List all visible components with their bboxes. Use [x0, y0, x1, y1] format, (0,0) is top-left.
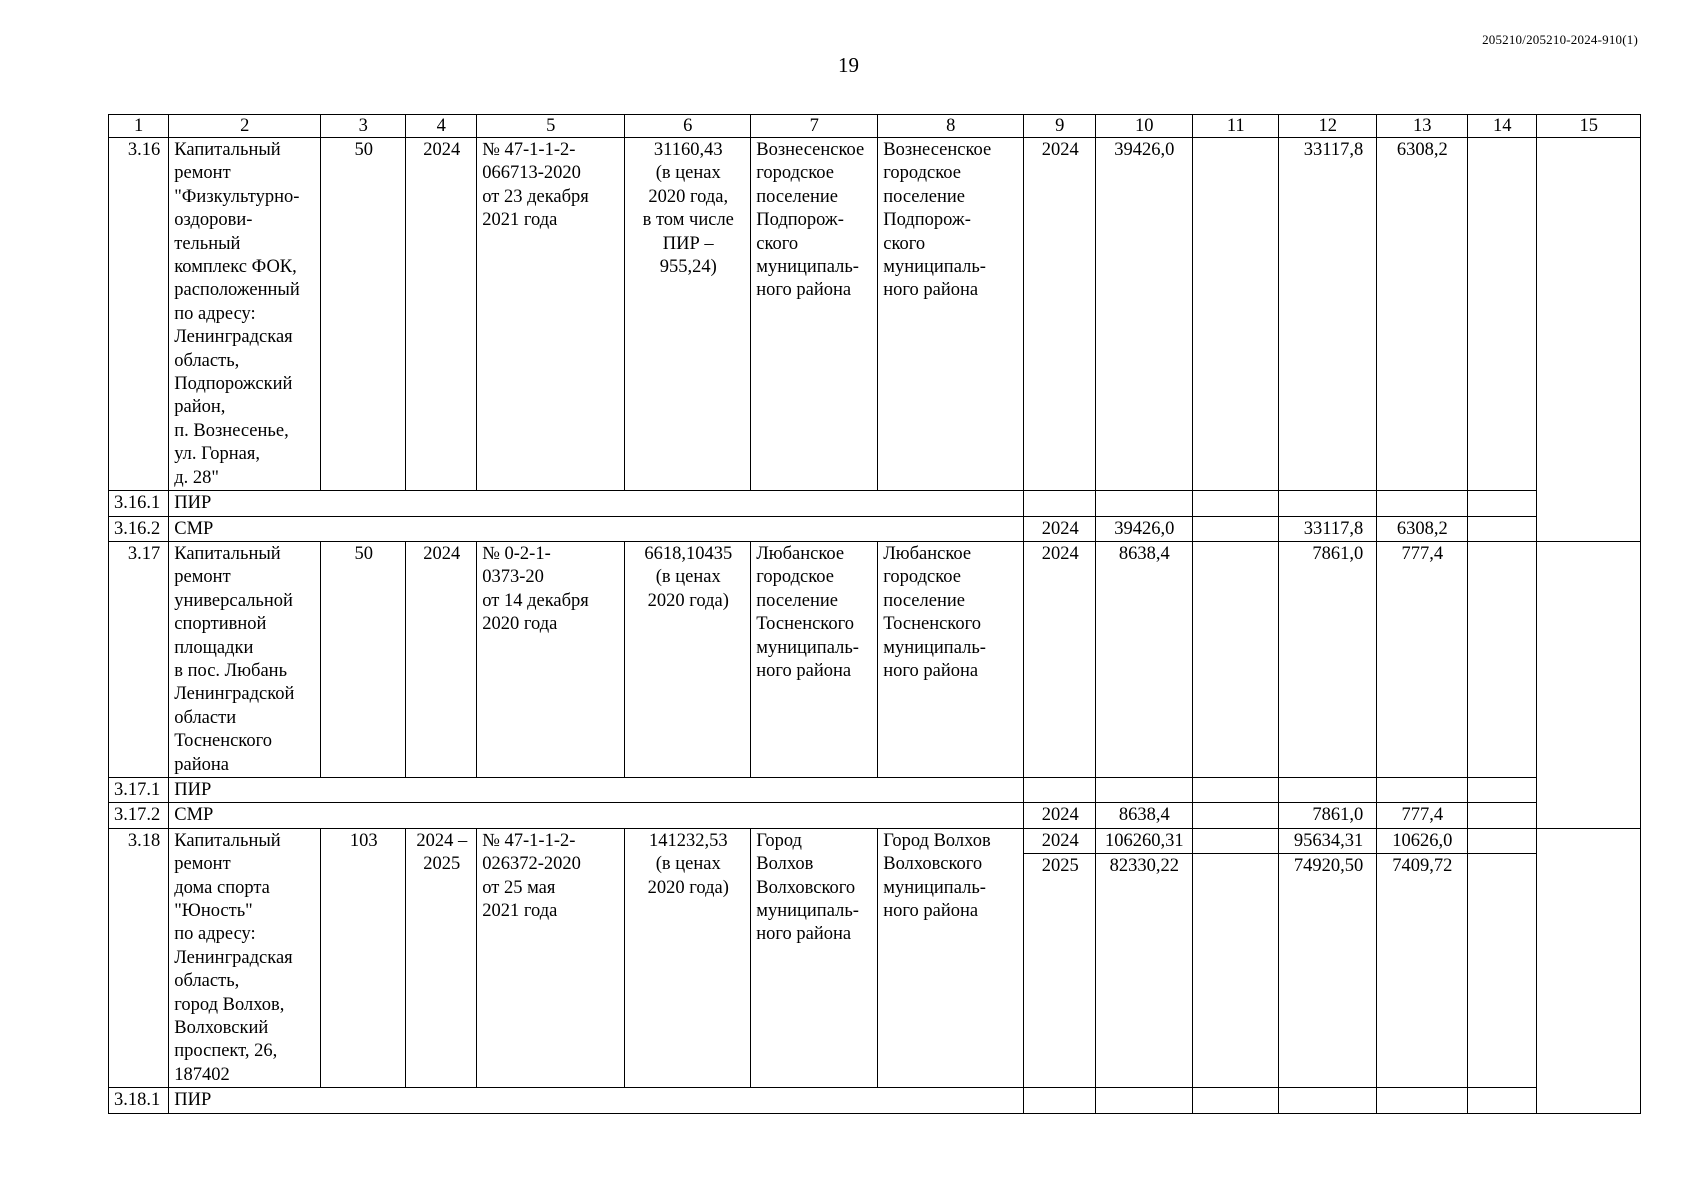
cell-text-line: Любанское — [756, 543, 845, 564]
amount-local-cell: 6308,2 — [1377, 138, 1468, 491]
cell-text-line: ул. Горная, — [174, 444, 260, 465]
cell-text-line: Подпорож- — [883, 210, 971, 231]
cell-text-line: город Волхов, — [174, 994, 285, 1015]
cell-text-line: район, — [174, 397, 226, 418]
amount-other-cell — [1468, 516, 1537, 541]
cell-text-line: Вознесенское — [883, 140, 992, 160]
cell-text-line: д. 28" — [174, 467, 219, 488]
column-header: 2 — [169, 115, 321, 138]
cell-text-line: поселение — [756, 186, 838, 207]
cell-text-line: Волховский — [174, 1018, 269, 1039]
year-cell — [1024, 777, 1096, 802]
amount-total-cell — [1096, 1088, 1193, 1113]
cell-text-line: от 14 декабря — [482, 590, 589, 611]
cell-text-line: (в ценах — [655, 163, 721, 184]
cell-text-line: 141232,53 — [648, 830, 728, 851]
capacity-cell: 50 — [321, 541, 406, 777]
cell-text-line: Ленинградской — [174, 684, 295, 705]
amount-regional-cell — [1279, 777, 1377, 802]
cell-text-line: № 47-1-1-2- — [482, 140, 576, 160]
year-cell — [1024, 1088, 1096, 1113]
amount-federal-cell — [1193, 541, 1279, 777]
cell-text-line: 2020 года) — [647, 590, 729, 611]
cell-text-line: в том числе — [642, 210, 734, 231]
amount-local-cell: 777,4 — [1377, 541, 1468, 777]
row-number: 3.17 — [109, 541, 169, 777]
row-number: 3.16.1 — [109, 491, 169, 516]
cell-text-line: Тосненского — [756, 614, 854, 635]
cell-text-line: ного района — [756, 280, 852, 301]
amount-local-cell — [1377, 777, 1468, 802]
cell-text-line: Подпорожский — [174, 374, 293, 395]
cell-text-line: Ленинградская — [174, 947, 293, 968]
cell-text-line: ного района — [756, 660, 852, 681]
cell-text-line: № 0-2-1- — [482, 543, 551, 564]
column-header: 12 — [1279, 115, 1377, 138]
column-header-row — [109, 115, 1641, 138]
amount-local-cell — [1377, 1088, 1468, 1113]
col15-cell — [1537, 828, 1641, 1113]
row-number: 3.18.1 — [109, 1088, 169, 1113]
amount-federal-cell — [1193, 1088, 1279, 1113]
cell-text-line: Волховского — [756, 877, 856, 898]
cell-text-line: 2020 года, — [648, 186, 729, 207]
object-name-cell — [169, 138, 321, 491]
amount-regional-cell: 7861,0 — [1279, 541, 1377, 777]
cell-text-line: тельный — [174, 233, 241, 254]
cell-text-line: ремонт — [174, 163, 231, 184]
year-cell: 2024 — [1024, 803, 1096, 828]
recipient-cell — [878, 828, 1024, 1087]
amount-total-cell: 106260,31 — [1096, 828, 1193, 853]
cell-text-line: 2024 – — [416, 830, 468, 851]
amount-other-cell — [1468, 1088, 1537, 1113]
amount-total-cell: 82330,22 — [1096, 854, 1193, 1088]
column-header: 10 — [1096, 115, 1193, 138]
cell-text-line: по адресу: — [174, 924, 256, 945]
amount-regional-cell — [1279, 491, 1377, 516]
cell-text-line: ского — [756, 233, 799, 254]
column-header: 4 — [406, 115, 477, 138]
cell-text-line: муниципаль- — [883, 257, 986, 278]
cell-text-line: 31160,43 — [653, 140, 723, 160]
amount-regional-cell — [1279, 1088, 1377, 1113]
amount-federal-cell — [1193, 828, 1279, 853]
cell-text-line: муниципаль- — [756, 901, 859, 921]
expertise-cell — [477, 541, 625, 777]
cell-text-line: область, — [174, 971, 240, 992]
amount-other-cell — [1468, 854, 1537, 1088]
cell-text-line: ПИР – — [662, 233, 714, 254]
period-cell — [406, 138, 477, 491]
expertise-cell — [477, 828, 625, 1087]
year-cell: 2024 — [1024, 828, 1096, 853]
amount-regional-cell: 33117,8 — [1279, 138, 1377, 491]
cell-text-line: Любанское — [883, 543, 972, 564]
cell-text-line: оздорови- — [174, 210, 253, 231]
cell-text-line: Подпорож- — [756, 210, 844, 231]
cell-text-line: 2020 года — [482, 614, 558, 635]
cell-text-line: по адресу: — [174, 303, 256, 324]
row-number: 3.17.1 — [109, 777, 169, 802]
expertise-cell — [477, 138, 625, 491]
cell-text-line: 066713-2020 — [482, 163, 581, 184]
cell-text-line: 2020 года) — [647, 877, 729, 898]
customer-cell — [751, 541, 878, 777]
cell-text-line: (в ценах — [655, 854, 721, 875]
amount-federal-cell — [1193, 138, 1279, 491]
work-type-label: ПИР — [169, 1088, 1024, 1113]
col15-cell — [1537, 541, 1641, 828]
table-row — [109, 541, 1641, 777]
cell-text-line: (в ценах — [655, 567, 721, 588]
period-cell — [406, 828, 477, 1087]
cell-text-line: городское — [756, 567, 834, 588]
object-name-cell — [169, 541, 321, 777]
year-cell: 2024 — [1024, 541, 1096, 777]
cell-text-line: Ленинградская — [174, 327, 293, 348]
column-header: 11 — [1193, 115, 1279, 138]
cell-text-line: в пос. Любань — [174, 660, 288, 681]
work-type-label: ПИР — [169, 777, 1024, 802]
row-number: 3.17.2 — [109, 803, 169, 828]
amount-local-cell: 7409,72 — [1377, 854, 1468, 1088]
cell-text-line: ремонт — [174, 854, 231, 875]
column-header: 7 — [751, 115, 878, 138]
amount-total-cell — [1096, 777, 1193, 802]
column-header: 14 — [1468, 115, 1537, 138]
cell-text-line: 2021 года — [482, 901, 558, 921]
amount-federal-cell — [1193, 777, 1279, 802]
cost-cell — [625, 138, 751, 491]
cell-text-line: 2021 года — [482, 210, 558, 231]
amount-other-cell — [1468, 541, 1537, 777]
cell-text-line: Капитальный — [174, 830, 281, 851]
column-header: 15 — [1537, 115, 1641, 138]
cell-text-line: муниципаль- — [883, 637, 986, 658]
table-row — [109, 1088, 1641, 1113]
cell-text-line: 026372-2020 — [482, 854, 581, 875]
document-reference: 205210/205210-2024-910(1) — [1482, 32, 1638, 47]
period-cell — [406, 541, 477, 777]
amount-federal-cell — [1193, 516, 1279, 541]
cell-text-line: Капитальный — [174, 140, 281, 160]
capacity-cell: 103 — [321, 828, 406, 1087]
amount-regional-cell: 33117,8 — [1279, 516, 1377, 541]
recipient-cell — [878, 541, 1024, 777]
cell-text-line: Город — [756, 830, 802, 851]
cell-text-line: ного района — [756, 924, 852, 945]
table-row — [109, 828, 1641, 853]
cell-text-line: Капитальный — [174, 543, 281, 564]
column-header: 8 — [878, 115, 1024, 138]
row-number: 3.16.2 — [109, 516, 169, 541]
row-number: 3.18 — [109, 828, 169, 1087]
column-header: 3 — [321, 115, 406, 138]
year-cell — [1024, 491, 1096, 516]
cell-text-line: "Юность" — [174, 901, 253, 921]
cell-text-line: Волхов — [756, 854, 814, 875]
amount-total-cell — [1096, 491, 1193, 516]
cell-text-line: ного района — [883, 660, 979, 681]
cost-cell — [625, 828, 751, 1087]
cell-text-line: дома спорта — [174, 877, 270, 898]
row-number: 3.16 — [109, 138, 169, 491]
cell-text-line: Вознесенское — [756, 140, 865, 160]
customer-cell — [751, 828, 878, 1087]
table-row — [109, 516, 1641, 541]
cell-text-line: муниципаль- — [756, 637, 859, 658]
amount-federal-cell — [1193, 854, 1279, 1088]
amount-federal-cell — [1193, 491, 1279, 516]
column-header: 9 — [1024, 115, 1096, 138]
amount-other-cell — [1468, 777, 1537, 802]
cell-text-line: муниципаль- — [756, 257, 859, 278]
cell-text-line: Тосненского — [174, 731, 272, 752]
page-number: 19 — [838, 53, 859, 77]
cell-text-line: 2024 — [423, 140, 461, 160]
cell-text-line: городское — [883, 567, 961, 588]
cell-text-line: поселение — [883, 186, 965, 207]
cell-text-line: "Физкультурно- — [174, 186, 300, 207]
cell-text-line: района — [174, 754, 229, 775]
cell-text-line: Тосненского — [883, 614, 981, 635]
cell-text-line: от 25 мая — [482, 877, 556, 898]
amount-local-cell: 10626,0 — [1377, 828, 1468, 853]
cell-text-line: 955,24) — [659, 257, 717, 278]
amount-other-cell — [1468, 828, 1537, 853]
amount-other-cell — [1468, 803, 1537, 828]
amount-regional-cell: 74920,50 — [1279, 854, 1377, 1088]
amount-regional-cell: 7861,0 — [1279, 803, 1377, 828]
column-header: 1 — [109, 115, 169, 138]
cell-text-line: поселение — [883, 590, 965, 611]
column-header: 13 — [1377, 115, 1468, 138]
amount-other-cell — [1468, 491, 1537, 516]
cell-text-line: расположенный — [174, 280, 300, 301]
cell-text-line: комплекс ФОК, — [174, 257, 297, 278]
work-type-label: ПИР — [169, 491, 1024, 516]
cell-text-line: муниципаль- — [883, 877, 986, 898]
cell-text-line: от 23 декабря — [482, 186, 589, 207]
col15-cell — [1537, 138, 1641, 542]
cell-text-line: универсальной — [174, 590, 293, 611]
cell-text-line: ного района — [883, 901, 979, 921]
cell-text-line: № 47-1-1-2- — [482, 830, 576, 851]
cell-text-line: ного района — [883, 280, 979, 301]
cell-text-line: спортивной — [174, 614, 267, 635]
year-cell: 2024 — [1024, 516, 1096, 541]
year-cell: 2025 — [1024, 854, 1096, 1088]
cell-text-line: площадки — [174, 637, 254, 658]
cell-text-line: 2024 — [423, 543, 461, 564]
cell-text-line: проспект, 26, — [174, 1041, 278, 1062]
cell-text-line: п. Вознесенье, — [174, 420, 289, 441]
cell-text-line: городское — [756, 163, 834, 184]
customer-cell — [751, 138, 878, 491]
cell-text-line: Волховского — [883, 854, 983, 875]
amount-total-cell: 39426,0 — [1096, 516, 1193, 541]
recipient-cell — [878, 138, 1024, 491]
cell-text-line: ремонт — [174, 567, 231, 588]
table-row — [109, 138, 1641, 491]
table-row — [109, 803, 1641, 828]
cell-text-line: 0373-20 — [482, 567, 544, 588]
amount-local-cell: 777,4 — [1377, 803, 1468, 828]
amount-other-cell — [1468, 138, 1537, 491]
cell-text-line: городское — [883, 163, 961, 184]
cell-text-line: 2025 — [423, 854, 461, 875]
year-cell: 2024 — [1024, 138, 1096, 491]
cost-cell — [625, 541, 751, 777]
work-type-label: СМР — [169, 803, 1024, 828]
work-type-label: СМР — [169, 516, 1024, 541]
object-name-cell — [169, 828, 321, 1087]
program-table — [108, 114, 1641, 1114]
column-header: 6 — [625, 115, 751, 138]
amount-total-cell: 39426,0 — [1096, 138, 1193, 491]
cell-text-line: ского — [883, 233, 926, 254]
table-row — [109, 777, 1641, 802]
cell-text-line: 187402 — [174, 1064, 230, 1085]
cell-text-line: поселение — [756, 590, 838, 611]
amount-total-cell: 8638,4 — [1096, 541, 1193, 777]
cell-text-line: Город Волхов — [883, 830, 991, 851]
amount-regional-cell: 95634,31 — [1279, 828, 1377, 853]
amount-local-cell: 6308,2 — [1377, 516, 1468, 541]
cell-text-line: области — [174, 707, 237, 728]
amount-total-cell: 8638,4 — [1096, 803, 1193, 828]
column-header: 5 — [477, 115, 625, 138]
table-row — [109, 491, 1641, 516]
capacity-cell: 50 — [321, 138, 406, 491]
cell-text-line: область, — [174, 350, 240, 371]
amount-local-cell — [1377, 491, 1468, 516]
amount-federal-cell — [1193, 803, 1279, 828]
cell-text-line: 6618,10435 — [644, 543, 733, 564]
